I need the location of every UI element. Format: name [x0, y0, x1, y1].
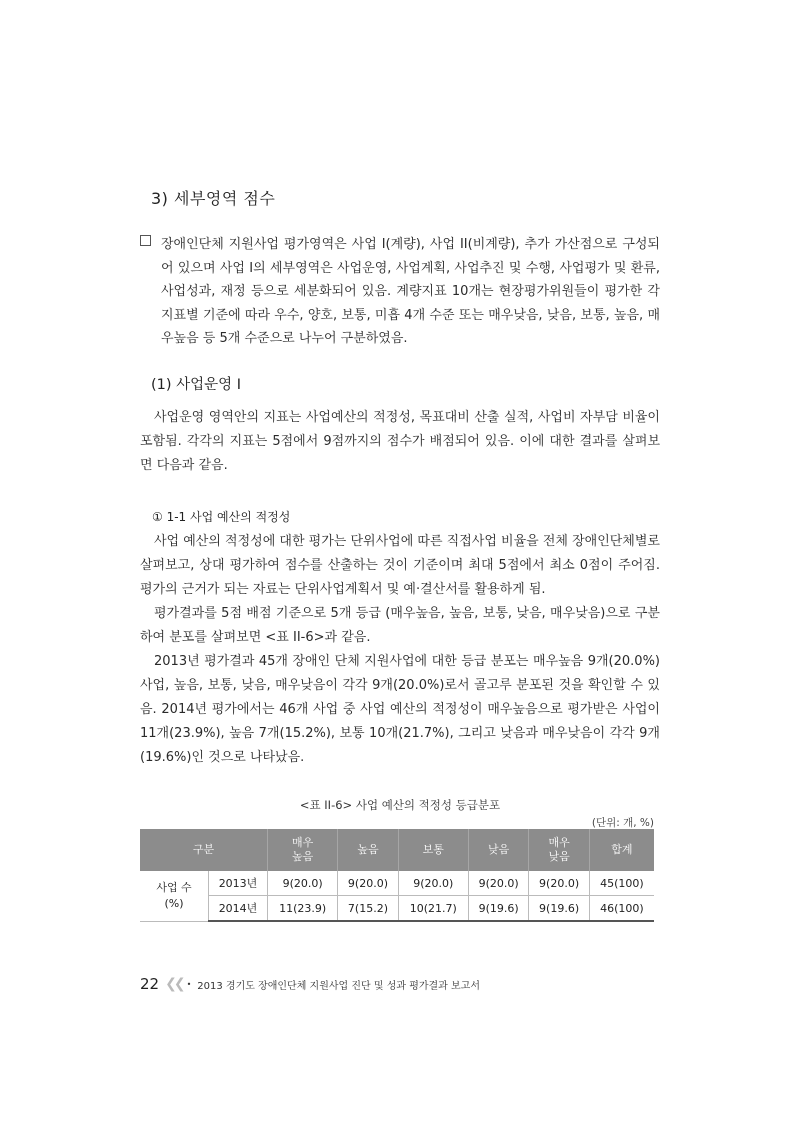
table-cell: 9(20.0)	[468, 871, 528, 896]
table-row	[140, 896, 654, 922]
double-chevron-left-icon: ❮❮	[165, 976, 183, 992]
table-cell: 9(19.6)	[529, 896, 589, 922]
footer-title: 2013 경기도 장애인단체 지원사업 진단 및 성과 평가결과 보고서	[197, 980, 480, 992]
item-heading: ① 1-1 사업 예산의 적정성	[152, 510, 291, 524]
header-group: 구분	[140, 829, 268, 871]
table-header-row	[140, 829, 654, 871]
section-heading: 3) 세부영역 점수	[151, 189, 276, 208]
dot-separator-icon: •	[186, 979, 192, 989]
table-cell: 9(20.0)	[268, 871, 338, 896]
intro-bullet	[140, 233, 660, 351]
table-cell: 9(20.0)	[338, 871, 398, 896]
item-paragraph: 평가결과를 5점 배점 기준으로 5개 등급 (매우높음, 높음, 보통, 낮음, 매우낮음)으로 구분하여 분포를 살펴보면 <표 II-6>과 같음.	[140, 606, 660, 645]
table-cell: 9(20.0)	[529, 871, 589, 896]
header-cell: 매우 낮음	[529, 829, 589, 871]
item-paragraph: 사업 예산의 적정성에 대한 평가는 단위사업에 따른 직접사업 비율을 전체 장애인단체별로 살펴보고, 상대 평가하여 점수를 산출하는 것이 기준이며 최대 5점에서 최소 0점이 주어짐. 평가의 근거가 되는 자료는 단위사업계획서 및 예·결산서를 활용하게 됨.	[140, 534, 660, 597]
table-cell: 45(100)	[589, 871, 654, 896]
subsection-heading: (1) 사업운영 I	[151, 377, 242, 393]
table-cell: 11(23.9)	[268, 896, 338, 922]
table-caption: <표 II-6> 사업 예산의 적정성 등급분포	[299, 798, 501, 812]
item-paragraph: 2013년 평가결과 45개 장애인 단체 지원사업에 대한 등급 분포는 매우높음 9개(20.0%) 사업, 높음, 보통, 낮음, 매우낮음이 각각 9개(20.0%)로서 골고루 분포된 것을 확인할 수 있음. 2014년 평가에서는 46개 사업 중 사업 예산의 적정성이 매우높음으로 평가받은 사업이 11개(23.9%), 높음 7개(15.2%), 보통 10개(21.7%), 그리고 낮음과 매우낮음이 각각 9개(19.6%)인 것으로 나타났음.	[140, 654, 660, 765]
table-cell: 7(15.2)	[338, 896, 398, 922]
header-cell: 매우 높음	[268, 829, 338, 871]
subsection-paragraph: 사업운영 영역안의 지표는 사업예산의 적정성, 목표대비 산출 실적, 사업비 자부담 비율이 포함됨. 각각의 지표는 5점에서 9점까지의 점수가 배점되어 있음. 이에 대한 결과를 살펴보면 다음과 같음.	[140, 410, 660, 473]
year-cell: 2014년	[209, 896, 268, 922]
row-label: 사업 수 (%)	[140, 871, 209, 921]
subsection-body	[140, 406, 660, 478]
square-bullet-icon	[140, 235, 151, 246]
table-cell: 9(19.6)	[468, 896, 528, 922]
header-cell: 합계	[589, 829, 654, 871]
item-body	[140, 530, 660, 770]
header-cell: 보통	[398, 829, 468, 871]
grade-distribution-table	[140, 829, 654, 922]
table-cell: 9(20.0)	[398, 871, 468, 896]
table-cell: 46(100)	[589, 896, 654, 922]
page-number: 22	[140, 975, 160, 993]
table-row	[140, 871, 654, 896]
page-footer	[140, 975, 480, 993]
table-cell: 10(21.7)	[398, 896, 468, 922]
table-unit: (단위: 개, %)	[591, 817, 654, 829]
header-cell: 낮음	[468, 829, 528, 871]
intro-paragraph: 장애인단체 지원사업 평가영역은 사업 I(계량), 사업 II(비계량), 추가 가산점으로 구성되어 있으며 사업 I의 세부영역은 사업운영, 사업계획, 사업추진 및 수행, 사업평가 및 환류, 사업성과, 재정 등으로 세분화되어 있음. 계량지표 10개는 현장평가위원들이 평가한 각 지표별 기준에 따라 우수, 양호, 보통, 미흡 4개 수준 또는 매우낮음, 낮음, 보통, 높음, 매우높음 등 5개 수준으로 나누어 구분하였음.	[161, 237, 660, 346]
year-cell: 2013년	[209, 871, 268, 896]
header-cell: 높음	[338, 829, 398, 871]
